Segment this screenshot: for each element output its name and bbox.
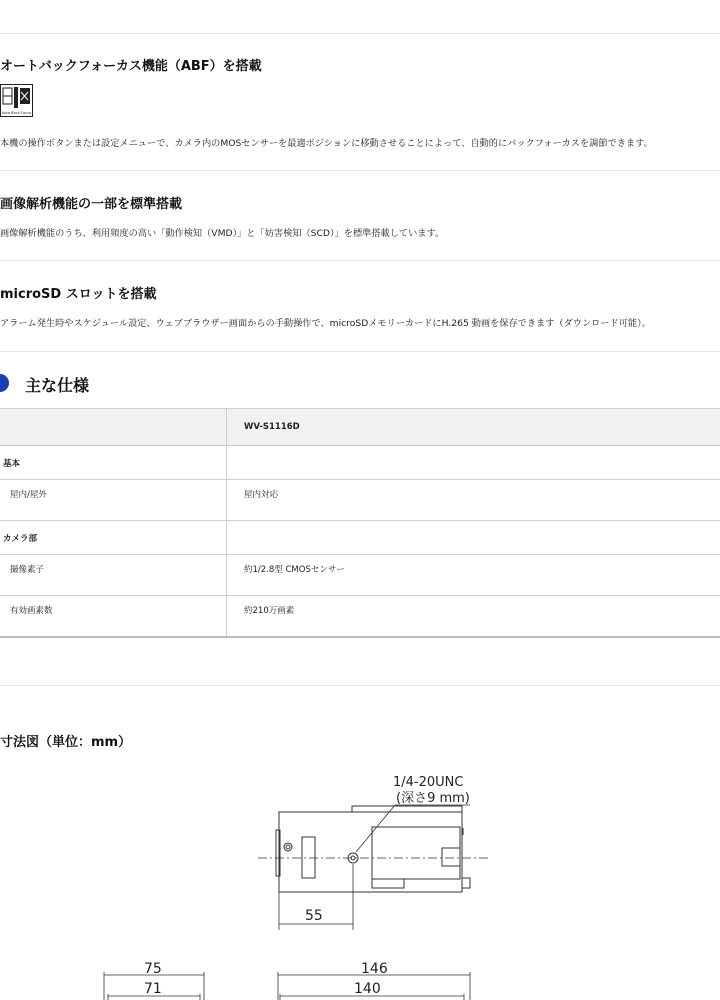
row-label: 屋内/屋外 bbox=[0, 480, 227, 521]
dimension-146: 146 bbox=[361, 961, 388, 977]
image-analysis-description: 画像解析機能のうち、利用頻度の高い「動作検知（VMD）」と「妨害検知（SCD）」を標準搭載しています。 bbox=[0, 228, 445, 239]
specs-heading: 主な仕様 bbox=[25, 376, 90, 395]
svg-text:Auto Back Focus: Auto Back Focus bbox=[1, 111, 32, 115]
model-name: WV-S1116D bbox=[227, 409, 720, 446]
depth-label: (深さ9 mm) bbox=[396, 791, 470, 806]
group-label: 基本 bbox=[0, 446, 227, 480]
table-row bbox=[0, 555, 720, 596]
table-row bbox=[0, 596, 720, 638]
divider bbox=[0, 33, 720, 34]
divider bbox=[0, 685, 720, 686]
row-value: 約1/2.8型 CMOSセンサー bbox=[227, 555, 720, 596]
section-marker-icon bbox=[0, 374, 9, 392]
abf-heading: オートバックフォーカス機能（ABF）を搭載 bbox=[0, 59, 262, 74]
row-label: 撮像素子 bbox=[0, 555, 227, 596]
image-analysis-heading: 画像解析機能の一部を標準搭載 bbox=[0, 197, 183, 212]
divider bbox=[0, 170, 720, 171]
row-value: 約210万画素 bbox=[227, 596, 720, 638]
spec-table bbox=[0, 408, 720, 638]
divider bbox=[0, 351, 720, 352]
dimension-71: 71 bbox=[144, 981, 162, 997]
group-label: カメラ部 bbox=[0, 521, 227, 555]
thread-label: 1/4-20UNC bbox=[393, 775, 464, 790]
row-label: 有効画素数 bbox=[0, 596, 227, 638]
microsd-description: アラーム発生時やスケジュール設定、ウェブブラウザー画面からの手動操作で、microSDメモリーカードにH.265 動画を保存できます（ダウンロード可能）。 bbox=[0, 318, 651, 329]
dimension-140: 140 bbox=[354, 981, 381, 997]
row-value: 屋内対応 bbox=[227, 480, 720, 521]
table-row bbox=[0, 480, 720, 521]
abf-description: 本機の操作ボタンまたは設定メニューで、カメラ内のMOSセンサーを最適ポジションに移動させることによって、自動的にバックフォーカスを調節できます。 bbox=[0, 138, 653, 149]
auto-back-focus-icon bbox=[0, 84, 33, 117]
dimension-55: 55 bbox=[305, 908, 323, 924]
dimension-75: 75 bbox=[144, 961, 162, 977]
table-group-row bbox=[0, 521, 720, 555]
dimensions-heading: 寸法図（単位：mm） bbox=[0, 735, 132, 750]
table-header-row bbox=[0, 409, 720, 446]
table-group-row bbox=[0, 446, 720, 480]
microsd-heading: microSD スロットを搭載 bbox=[0, 287, 157, 302]
divider bbox=[0, 260, 720, 261]
dimension-drawing bbox=[0, 770, 720, 1000]
